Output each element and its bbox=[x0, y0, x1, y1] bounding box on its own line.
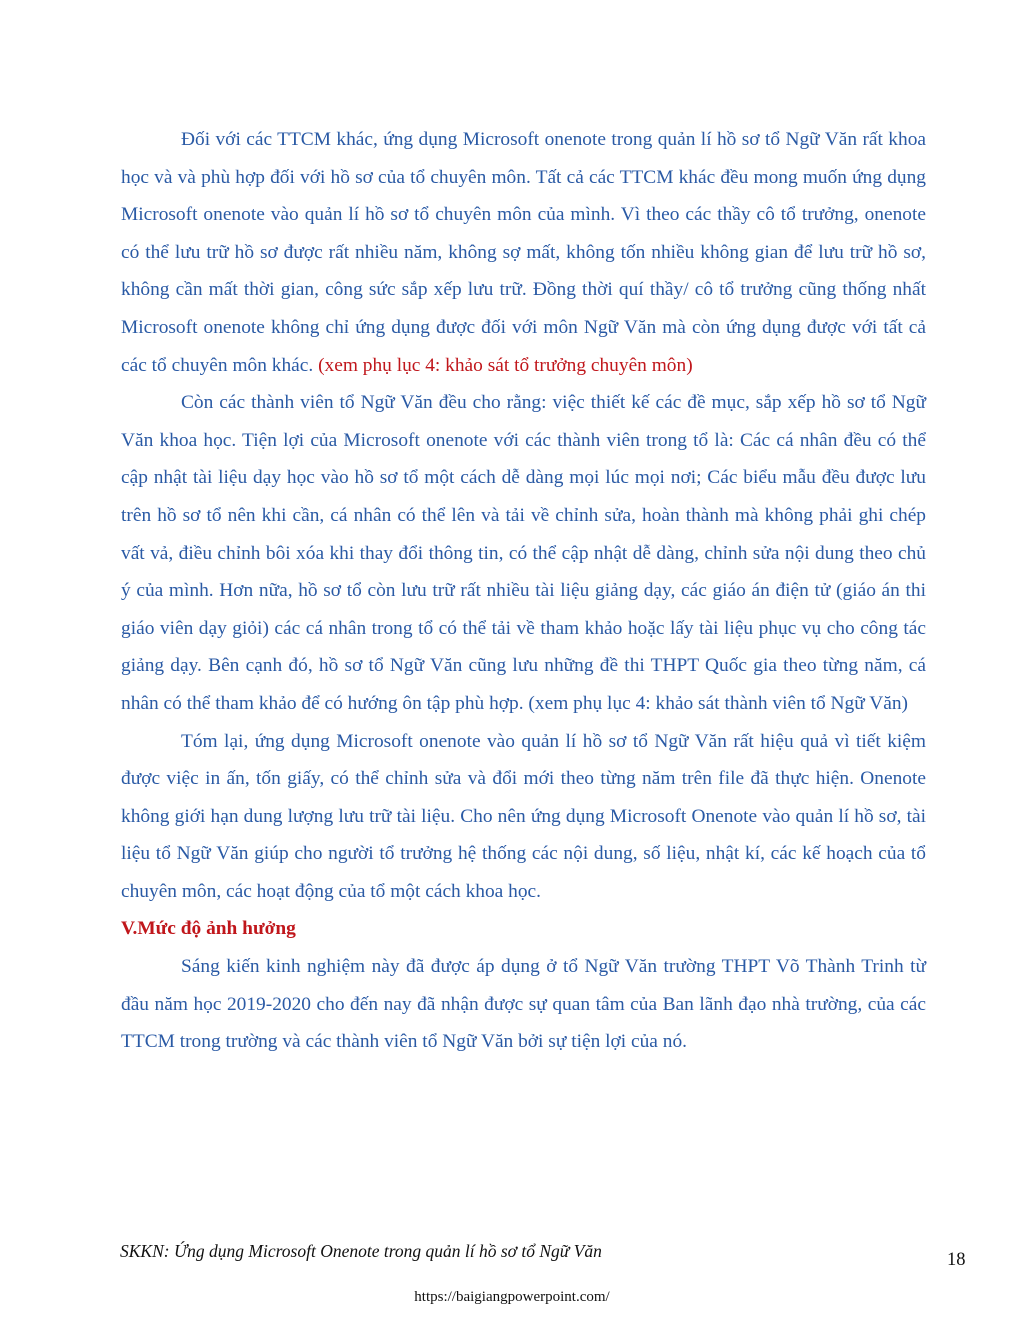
paragraph-ttcm-text: Đối với các TTCM khác, ứng dụng Microsoft onenote trong quản lí hồ sơ tổ Ngữ Văn rất khoa học và và phù hợp đối với hồ sơ của tổ chuyên môn. Tất cả các TTCM khác đều mong muốn ứng dụng Microsoft onenote vào quản lí hồ sơ tổ chuyên môn của mình. Vì theo các thầy cô tổ trưởng, onenote có thể lưu trữ hồ sơ được rất nhiều năm, không sợ mất, không tốn nhiều không gian để lưu trữ hồ sơ, không cần mất thời gian, công sức sắp xếp lưu trữ. Đồng thời quí thầy/ cô tổ trưởng cũng thống nhất Microsoft onenote không chỉ ứng dụng được đối với môn Ngữ Văn mà còn ứng dụng được với tất cả các tổ chuyên môn khác. bbox=[121, 129, 926, 376]
paragraph-impact: Sáng kiến kinh nghiệm này đã được áp dụng ở tổ Ngữ Văn trường THPT Võ Thành Trinh từ đầu năm học 2019-2020 cho đến nay đã nhận được sự quan tâm của Ban lãnh đạo nhà trường, của các TTCM trong trường và các thành viên tổ Ngữ Văn bởi sự tiện lợi của nó. bbox=[121, 956, 926, 1053]
paragraph-member-opinion: Còn các thành viên tổ Ngữ Văn đều cho rằng: việc thiết kế các đề mục, sắp xếp hồ sơ tổ Ngữ Văn khoa học. Tiện lợi của Microsoft onenote với các thành viên trong tổ là: Các cá nhân đều có thể cập nhật tài liệu dạy học vào hồ sơ tổ một cách dễ dàng mọi lúc mọi nơi; Các biểu mẫu đều được lưu trên hồ sơ tổ nên khi cần, cá nhân có thể lên và tải về chỉnh sửa, hoàn thành mà không phải ghi chép vất vả, điều chỉnh bôi xóa khi thay đổi thông tin, có thể cập nhật dễ dàng, chỉnh sửa nội dung theo chủ ý của mình. Hơn nữa, hồ sơ tổ còn lưu trữ rất nhiều tài liệu giảng dạy, các giáo án điện tử (giáo án thi giáo viên dạy giỏi) các cá nhân trong tổ có thể tải về tham khảo hoặc lấy tài liệu phục vụ cho công tác giảng dạy. Bên cạnh đó, hồ sơ tổ Ngữ Văn cũng lưu những đề thi THPT Quốc gia theo từng năm, cá nhân có thể tham khảo để có hướng ôn tập phù hợp. (xem phụ lục 4: khảo sát thành viên tổ Ngữ Văn) bbox=[121, 392, 926, 714]
paragraph-summary: Tóm lại, ứng dụng Microsoft onenote vào quản lí hồ sơ tổ Ngữ Văn rất hiệu quả vì tiết kiệm được việc in ấn, tốn giấy, có thể chỉnh sửa và đổi mới theo từng năm trên file đã thực hiện. Onenote không giới hạn dung lượng lưu trữ tài liệu. Cho nên ứng dụng Microsoft Onenote vào quản lí hồ sơ, tài liệu tổ Ngữ Văn giúp cho người tổ trưởng hệ thống các nội dung, số liệu, nhật kí, các kế hoạch của tổ chuyên môn, các hoạt động của tổ một cách khoa học. bbox=[121, 730, 926, 902]
page-body bbox=[121, 121, 926, 1061]
appendix-reference-note: (xem phụ lục 4: khảo sát tổ trưởng chuyên môn) bbox=[318, 354, 693, 376]
paragraph-ttcm-opinion bbox=[121, 121, 926, 384]
source-url: https://baigiangpowerpoint.com/ bbox=[414, 1289, 610, 1305]
page-number: 18 bbox=[947, 1250, 966, 1270]
footer-title: SKKN: Ứng dụng Microsoft Onenote trong quản lí hồ sơ tổ Ngữ Văn bbox=[120, 1241, 602, 1261]
section-heading-impact: V.Mức độ ảnh hưởng bbox=[121, 918, 296, 940]
